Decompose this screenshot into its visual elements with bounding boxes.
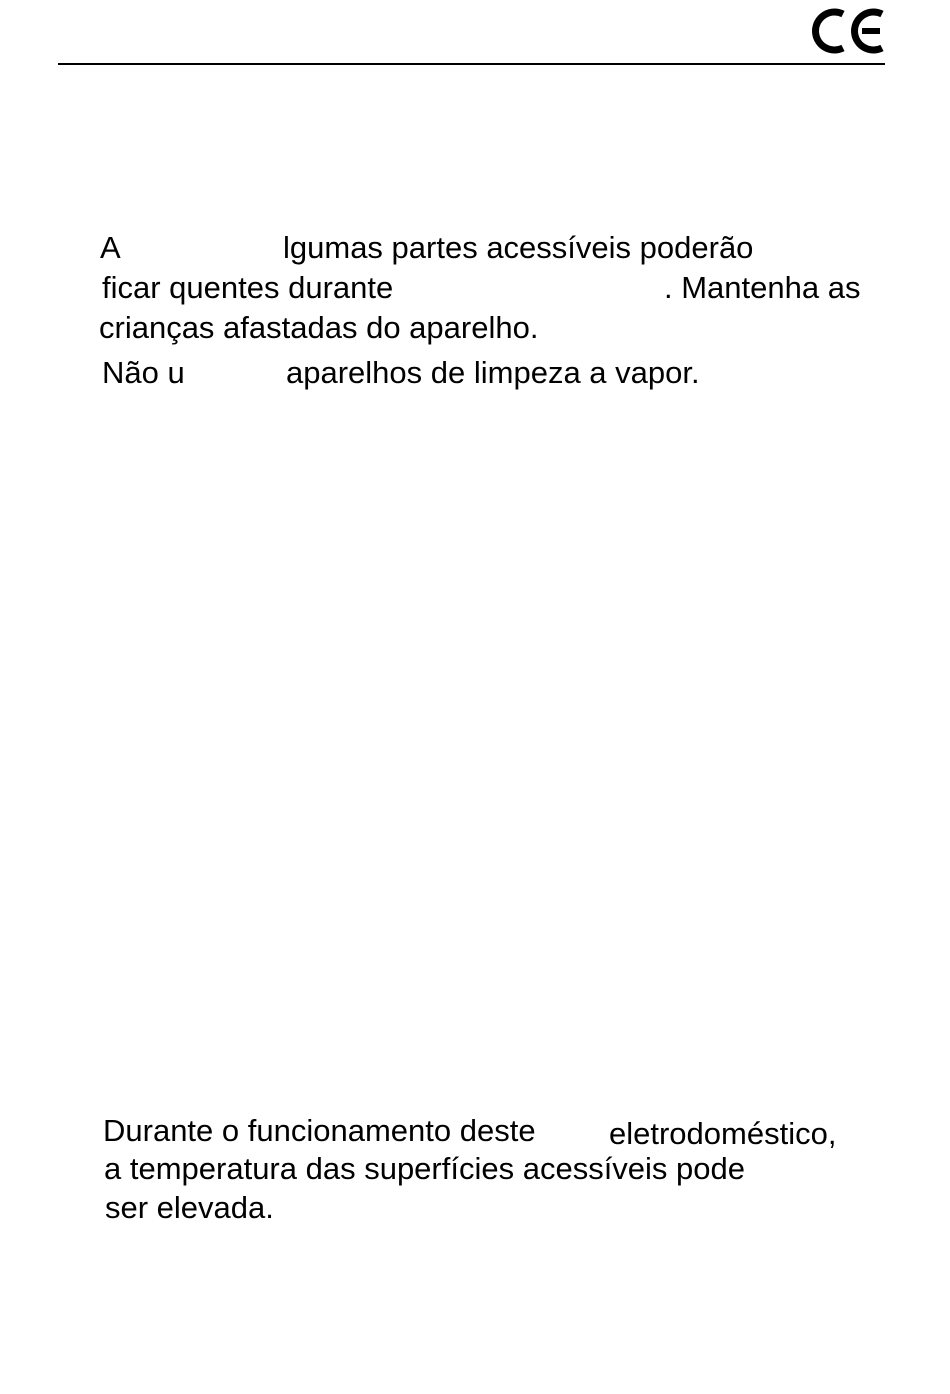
warning-line-1a: A bbox=[100, 230, 121, 265]
warning-line-2b: . Mantenha as bbox=[664, 270, 861, 305]
notice-line-2: a temperatura das superfícies acessíveis pode bbox=[104, 1151, 746, 1186]
notice-line-3: ser elevada. bbox=[105, 1190, 274, 1225]
warning-line-4a: Não u bbox=[102, 355, 185, 390]
warning-line-2a: ficar quentes durante bbox=[102, 270, 394, 305]
header-rule bbox=[58, 63, 885, 65]
warning-line-4b: aparelhos de limpeza a vapor. bbox=[286, 355, 700, 390]
notice-line-1b: eletrodoméstico, bbox=[609, 1116, 837, 1151]
warning-line-3: crianças afastadas do aparelho. bbox=[99, 310, 539, 345]
notice-line-1a: Durante o funcionamento deste bbox=[103, 1113, 536, 1148]
warning-line-1b: lgumas partes acessíveis poderão bbox=[283, 230, 754, 265]
ce-mark-icon bbox=[810, 6, 886, 56]
